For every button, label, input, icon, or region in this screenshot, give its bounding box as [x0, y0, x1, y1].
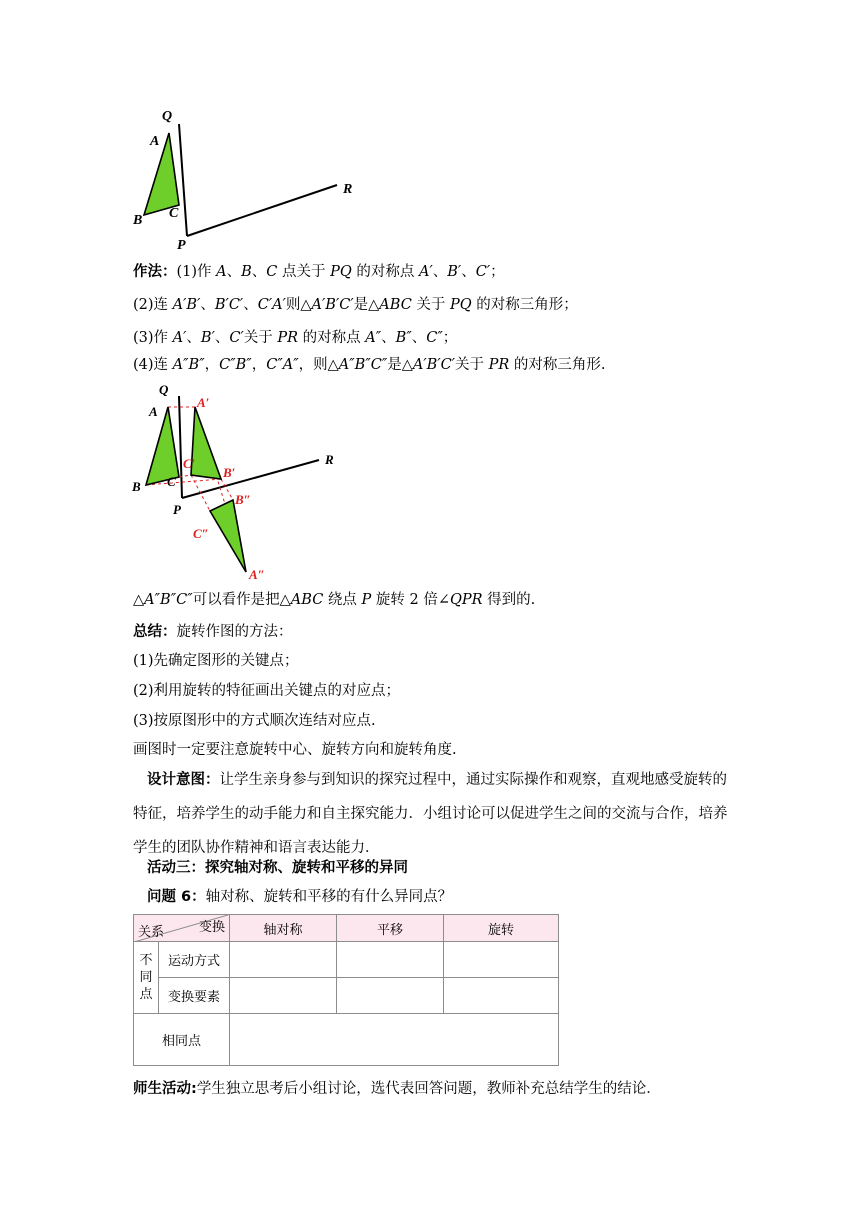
row-label-same: 相同点	[134, 1014, 230, 1066]
summary-note: 画图时一定要注意旋转中心、旋转方向和旋转角度.	[133, 742, 457, 758]
cell-elements-rotation[interactable]	[444, 978, 559, 1014]
label-b2: B″	[235, 492, 251, 507]
figure-1	[125, 100, 365, 250]
activity-3-title: 活动三：探究轴对称、旋转和平移的异同	[147, 860, 408, 876]
corner-top-label: 变换	[198, 920, 225, 935]
label-b-2: B	[132, 479, 141, 494]
method-step-3: (3)作 A′、B′、C′关于 PR 的对称点 A″、B″、C″；	[133, 330, 458, 346]
method-step-1: 作法：(1)作 A、B、C 点关于 PQ 的对称点 A′、B′、C′；	[133, 264, 505, 280]
activity-note-text: 学生独立思考后小组讨论，选代表回答问题，教师补充总结学生的结论．	[196, 1081, 661, 1097]
cell-motion-rotation[interactable]	[444, 942, 559, 978]
label-p-2: P	[173, 502, 181, 517]
label-r-2: R	[325, 452, 334, 467]
cell-elements-translation[interactable]	[337, 978, 444, 1014]
figure-2	[125, 378, 360, 583]
column-header-translation: 平移	[337, 915, 444, 942]
comparison-table	[133, 914, 559, 1066]
table-corner	[134, 915, 230, 942]
question-6-title: 问题 6：	[147, 889, 206, 905]
activity-note	[133, 1079, 661, 1099]
label-b: B	[133, 213, 143, 228]
summary-step-2: (2)利用旋转的特征画出关键点的对应点；	[133, 683, 401, 699]
label-a: A	[150, 134, 160, 149]
triangle-a1b1c1	[191, 407, 221, 479]
row-label-elements: 变换要素	[159, 978, 230, 1014]
group-label-different: 不 同 点	[134, 942, 159, 1014]
cell-elements-axial[interactable]	[230, 978, 337, 1014]
label-q: Q	[162, 109, 173, 124]
cell-motion-axial[interactable]	[230, 942, 337, 978]
question-6-text: 轴对称、旋转和平移的有什么异同点？	[205, 889, 453, 905]
design-intent	[133, 763, 733, 865]
label-c: C	[169, 206, 179, 221]
design-title: 设计意图：	[147, 772, 220, 788]
ray-pq	[179, 124, 187, 236]
summary-step-3: (3)按原图形中的方式顺次连结对应点.	[133, 713, 376, 729]
label-r: R	[343, 182, 353, 197]
label-q-2: Q	[159, 382, 169, 397]
triangle-a2b2c2	[210, 500, 246, 572]
corner-bottom-label: 关系	[138, 925, 165, 940]
summary-title-line: 总结：旋转作图的方法：	[133, 624, 293, 640]
ray-pr	[187, 185, 337, 236]
method-title: 作法：	[133, 264, 177, 280]
label-p: P	[177, 238, 186, 250]
design-text: 让学生亲身参与到知识的探究过程中，通过实际操作和观察，直观地感受旋转的特征，培养学生的动手能力和自主探究能力．小组讨论可以促进学生之间的交流与合作，培养学生的团队协作精神和语言表达能力．	[133, 772, 728, 856]
row-label-motion: 运动方式	[159, 942, 230, 978]
label-a-2: A	[149, 404, 158, 419]
method-step-4: (4)连 A″B″，C″B″，C″A″，则△A″B″C″是△A′B′C′关于 PR 的对称三角形.	[133, 357, 606, 373]
question-6	[147, 887, 452, 907]
column-header-rotation: 旋转	[444, 915, 559, 942]
label-a1: A′	[197, 395, 210, 410]
cell-motion-translation[interactable]	[337, 942, 444, 978]
summary-title: 总结：	[133, 624, 177, 640]
ray-pq-2	[179, 396, 182, 498]
method-step-2: (2)连 A′B′、B′C′、C′A′则△A′B′C′是△ABC 关于 PQ 的对称三角形；	[133, 297, 578, 313]
rotation-note: △A″B″C″可以看作是把△ABC 绕点 P 旋转 2 倍∠QPR 得到的.	[133, 592, 536, 608]
activity-note-title: 师生活动:	[133, 1081, 197, 1097]
label-c2: C″	[193, 526, 209, 541]
summary-step-1: (1)先确定图形的关键点；	[133, 653, 299, 669]
cell-same[interactable]	[230, 1014, 559, 1066]
label-c-2: C	[167, 474, 176, 489]
column-header-axial: 轴对称	[230, 915, 337, 942]
label-b1: B′	[223, 465, 236, 480]
label-a2: A″	[249, 567, 265, 582]
label-c1: C′	[183, 456, 196, 471]
